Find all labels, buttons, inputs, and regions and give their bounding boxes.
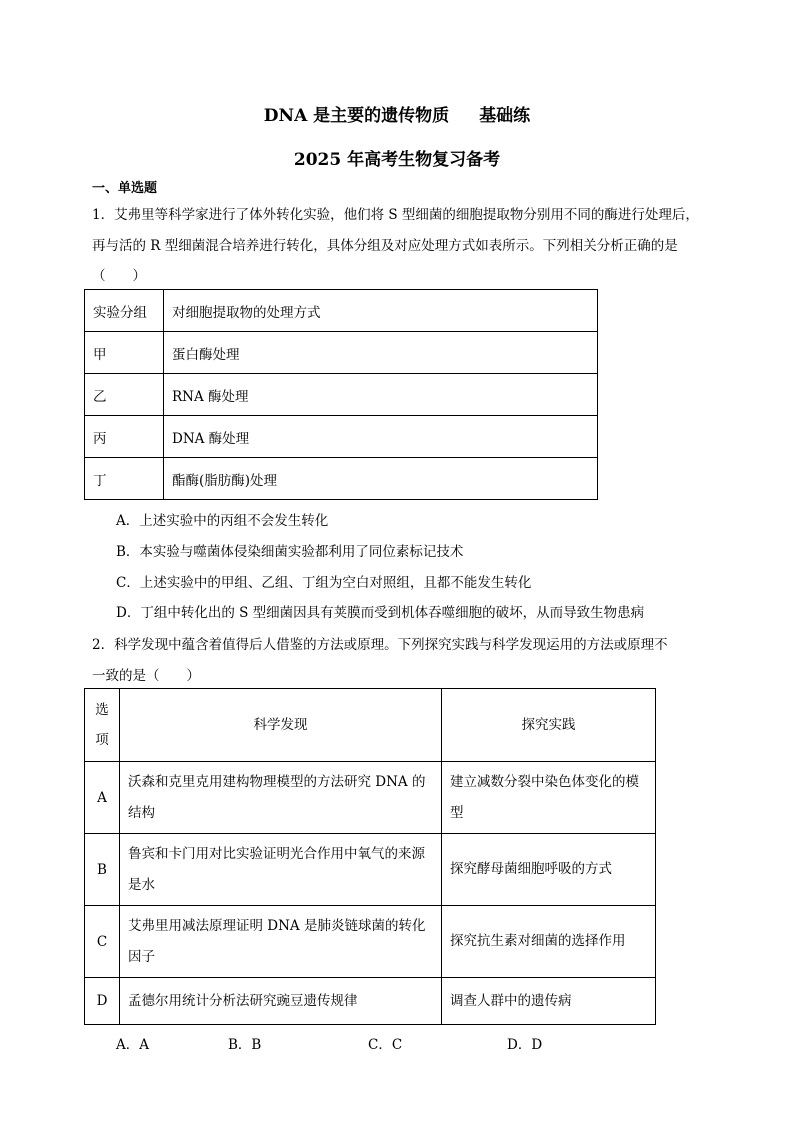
- table-row: [85, 458, 598, 500]
- table-cell: 艾弗里用减法原理证明 DNA 是肺炎链球菌的转化因子: [120, 906, 442, 978]
- table-header-row: [85, 290, 598, 332]
- table-cell: 甲: [85, 332, 164, 374]
- table-row: [85, 906, 656, 978]
- table-cell: 实验分组: [85, 290, 164, 332]
- table-cell: D: [85, 978, 120, 1025]
- question-2-stem-line-2: 一致的是（ ）: [92, 668, 200, 684]
- table-cell: 科学发现: [120, 689, 442, 762]
- table-cell: 对细胞提取物的处理方式: [164, 290, 598, 332]
- question-2-choice-d[interactable]: D．D: [507, 1037, 543, 1053]
- table-cell: A: [85, 762, 120, 834]
- table-cell: 探究实践: [442, 689, 656, 762]
- table-cell: 乙: [85, 374, 164, 416]
- section-heading: 一、单选题: [92, 181, 158, 196]
- table-cell: 蛋白酶处理: [164, 332, 598, 374]
- table-cell: 探究抗生素对细菌的选择作用: [442, 906, 656, 978]
- question-1-option-d[interactable]: D．丁组中转化出的 S 型细菌因具有荚膜而受到机体吞噬细胞的破坏，从而导致生物患病: [116, 605, 645, 621]
- table-cell: 孟德尔用统计分析法研究豌豆遗传规律: [120, 978, 442, 1025]
- question-1-stem-line-1: 1．艾弗里等科学家进行了体外转化实验，他们将 S 型细菌的细胞提取物分别用不同的酶进行处理后，: [92, 207, 699, 223]
- table-row: [85, 416, 598, 458]
- table-cell: 鲁宾和卡门用对比实验证明光合作用中氧气的来源是水: [120, 834, 442, 906]
- table-cell: 调查人群中的遗传病: [442, 978, 656, 1025]
- document-subtitle: 2025 年高考生物复习备考: [293, 150, 501, 170]
- table-row: [85, 762, 656, 834]
- table-row: [85, 978, 656, 1025]
- question-1-option-b[interactable]: B．本实验与噬菌体侵染细菌实验都利用了同位素标记技术: [116, 544, 464, 560]
- table-cell: C: [85, 906, 120, 978]
- table-cell: B: [85, 834, 120, 906]
- question-2-choice-c[interactable]: C．C: [368, 1037, 403, 1053]
- question-2-stem-line-1: 2．科学发现中蕴含着值得后人借鉴的方法或原理。下列探究实践与科学发现运用的方法或原理不: [92, 637, 668, 653]
- question-1-option-c[interactable]: C．上述实验中的甲组、乙组、丁组为空白对照组，且都不能发生转化: [116, 575, 532, 591]
- table-cell-option-header: [85, 689, 120, 762]
- table-cell: 探究酵母菌细胞呼吸的方式: [442, 834, 656, 906]
- table-cell: 建立减数分裂中染色体变化的模型: [442, 762, 656, 834]
- question-2-table: [84, 688, 656, 1025]
- table-row: [85, 374, 598, 416]
- title-topic: DNA 是主要的遗传物质: [263, 106, 450, 126]
- table-cell: RNA 酶处理: [164, 374, 598, 416]
- question-2-choice-a[interactable]: A．A: [116, 1037, 149, 1053]
- table-cell: 酯酶(脂肪酶)处理: [164, 458, 598, 500]
- question-2-choice-b[interactable]: B．B: [228, 1037, 262, 1053]
- table-cell: DNA 酶处理: [164, 416, 598, 458]
- option-header-text: 选项: [95, 702, 109, 748]
- table-cell: 沃森和克里克用建构物理模型的方法研究 DNA 的结构: [120, 762, 442, 834]
- question-1-option-a[interactable]: A．上述实验中的丙组不会发生转化: [116, 513, 329, 529]
- table-row: [85, 834, 656, 906]
- table-cell: 丁: [85, 458, 164, 500]
- table-row: [85, 332, 598, 374]
- question-1-stem-line-3: （ ）: [92, 268, 146, 284]
- question-1-stem-line-2: 再与活的 R 型细菌混合培养进行转化，具体分组及对应处理方式如表所示。下列相关分析正确的是: [92, 238, 678, 254]
- question-2-choices: [116, 1033, 542, 1053]
- table-cell: 丙: [85, 416, 164, 458]
- question-1-table: [84, 289, 598, 500]
- table-header-row: [85, 689, 656, 762]
- document-title: [0, 101, 794, 126]
- title-level: 基础练: [479, 106, 531, 126]
